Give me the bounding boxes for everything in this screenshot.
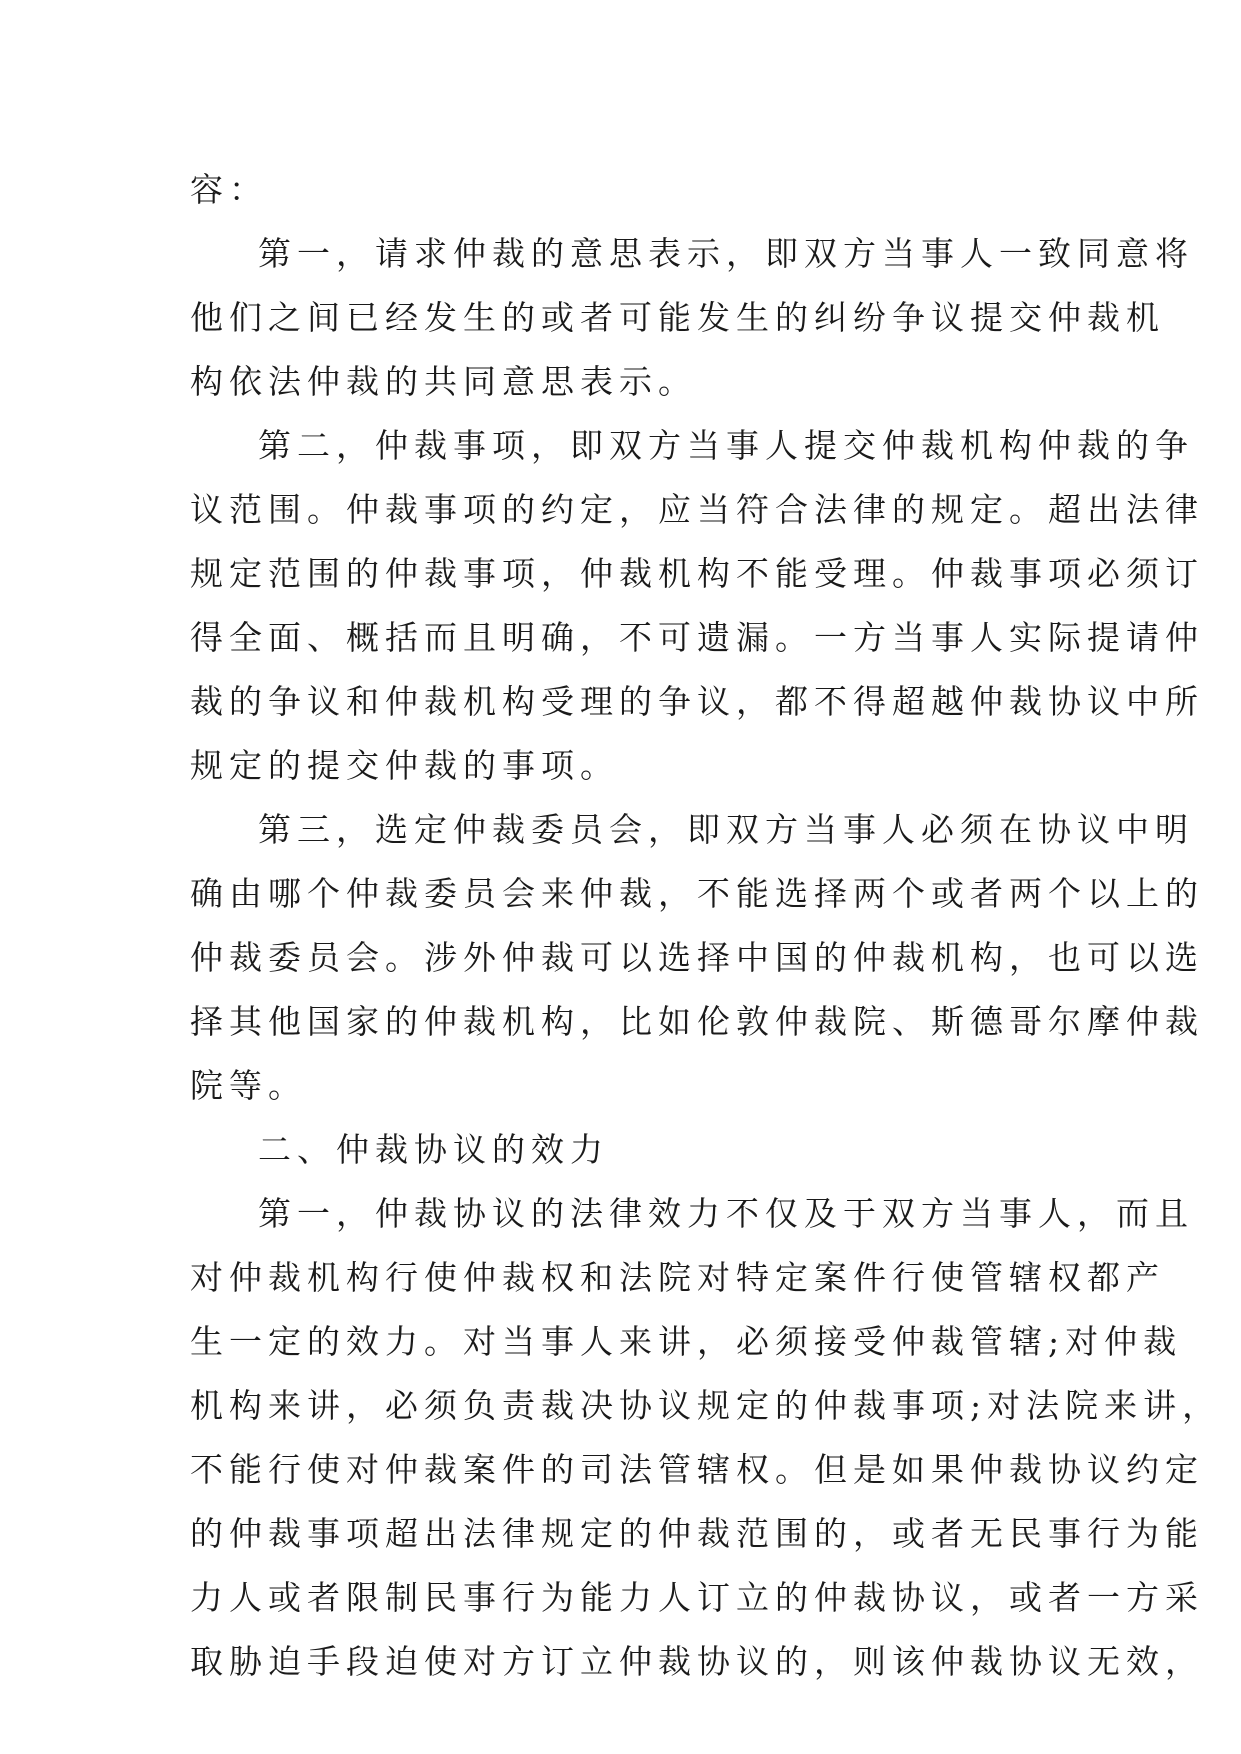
text-line: 的仲裁事项超出法律规定的仲裁范围的，或者无民事行为能 <box>190 1514 1204 1553</box>
text-line: 院等。 <box>190 1066 307 1105</box>
text-line: 构依法仲裁的共同意思表示。 <box>190 362 697 401</box>
text-line: 裁的争议和仲裁机构受理的争议，都不得超越仲裁协议中所 <box>190 682 1204 721</box>
text-line: 确由哪个仲裁委员会来仲裁，不能选择两个或者两个以上的 <box>190 874 1204 913</box>
text-line: 对仲裁机构行使仲裁权和法院对特定案件行使管辖权都产 <box>190 1258 1165 1297</box>
text-line: 取胁迫手段迫使对方订立仲裁协议的，则该仲裁协议无效， <box>190 1642 1204 1681</box>
text-line: 第一，仲裁协议的法律效力不仅及于双方当事人，而且 <box>258 1194 1194 1233</box>
text-line: 规定范围的仲裁事项，仲裁机构不能受理。仲裁事项必须订 <box>190 554 1204 593</box>
document-page <box>190 158 1222 1694</box>
text-line: 容： <box>190 170 268 209</box>
text-line: 仲裁委员会。涉外仲裁可以选择中国的仲裁机构，也可以选 <box>190 938 1204 977</box>
text-line: 他们之间已经发生的或者可能发生的纠纷争议提交仲裁机 <box>190 298 1165 337</box>
text-line: 生一定的效力。对当事人来讲，必须接受仲裁管辖;对仲裁 <box>190 1322 1183 1361</box>
text-line: 第二，仲裁事项，即双方当事人提交仲裁机构仲裁的争 <box>258 426 1194 465</box>
text-line: 力人或者限制民事行为能力人订立的仲裁协议，或者一方采 <box>190 1578 1204 1617</box>
text-line: 第三，选定仲裁委员会，即双方当事人必须在协议中明 <box>258 810 1194 849</box>
text-line: 机构来讲，必须负责裁决协议规定的仲裁事项;对法院来讲， <box>190 1386 1222 1425</box>
text-line: 规定的提交仲裁的事项。 <box>190 746 619 785</box>
text-line: 不能行使对仲裁案件的司法管辖权。但是如果仲裁协议约定 <box>190 1450 1204 1489</box>
section-heading: 二、仲裁协议的效力 <box>258 1130 609 1169</box>
text-line: 第一，请求仲裁的意思表示，即双方当事人一致同意将 <box>258 234 1194 273</box>
text-line: 得全面、概括而且明确，不可遗漏。一方当事人实际提请仲 <box>190 618 1204 657</box>
text-line: 议范围。仲裁事项的约定，应当符合法律的规定。超出法律 <box>190 490 1204 529</box>
text-line: 择其他国家的仲裁机构，比如伦敦仲裁院、斯德哥尔摩仲裁 <box>190 1002 1204 1041</box>
